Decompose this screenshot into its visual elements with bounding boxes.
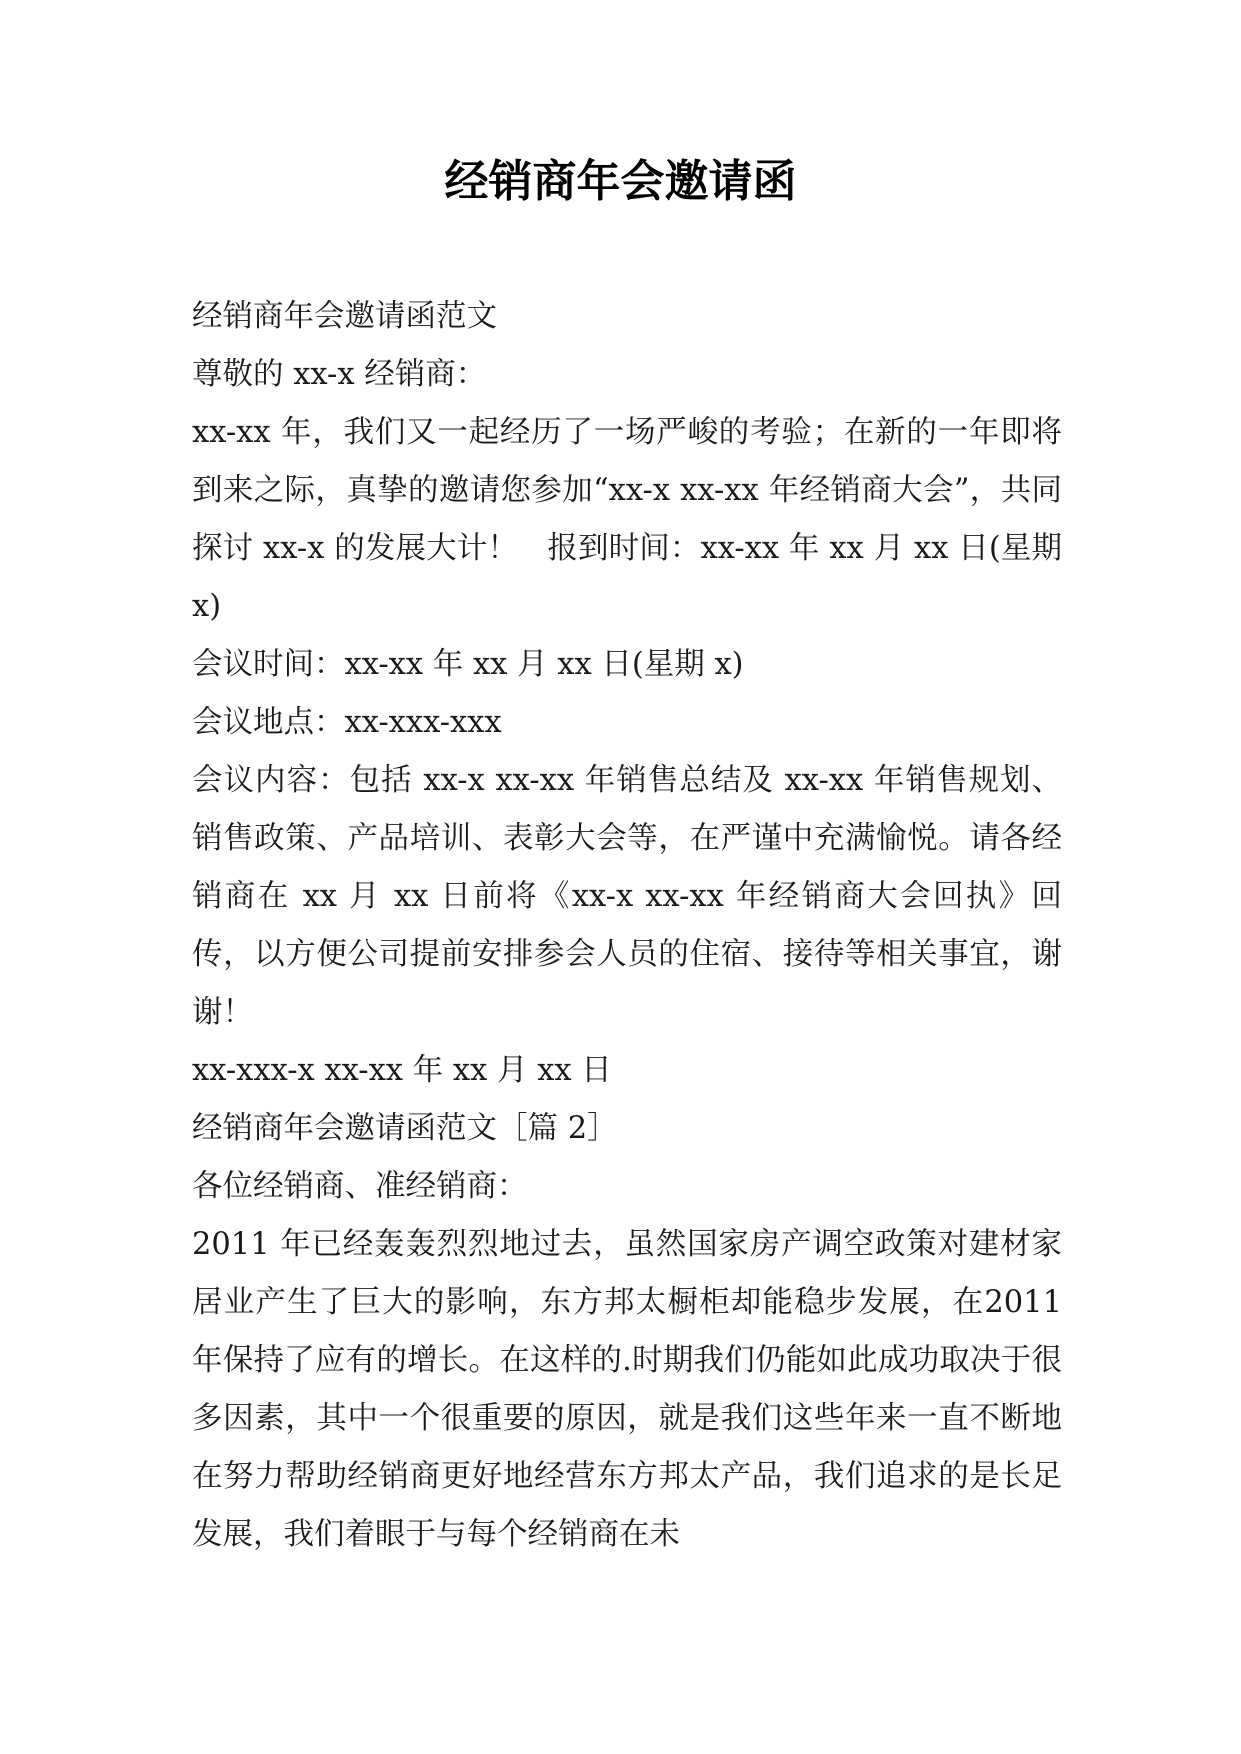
paragraph-heading-2: 经销商年会邀请函范文［篇 2］ [192,1111,618,1146]
paragraph-salutation: 尊敬的 xx-x 经销商： [192,357,487,392]
document-body [192,288,1072,1564]
paragraph-meeting-time: 会议时间：xx-xx 年 xx 月 xx 日(星期 x) [192,647,744,682]
paragraph-meeting-location: 会议地点：xx-xxx-xxx [192,705,502,740]
paragraph-meeting-content: 会议内容：包括 xx-x xx-xx 年销售总结及 xx-xx 年销售规划、销售政策、产品培训、表彰大会等，在严谨中充满愉悦。请各经销商在 xx 月 xx 日前将《xx-x xx-xx 年经销商大会回执》回传，以方便公司提前安排参会人员的住宿、接待等相关事宜，谢谢！ [192,763,1062,1030]
paragraph-heading: 经销商年会邀请函范文 [192,299,497,334]
paragraph-invitation: xx-xx 年，我们又一起经历了一场严峻的考验；在新的一年即将到来之际，真挚的邀请您参加“xx-x xx-xx 年经销商大会”，共同探讨 xx-x 的发展大计！ 报到时间：xx-xx 年 xx 月 xx 日(星期 x) [192,415,1072,624]
paragraph-body-2: 2011 年已经轰轰烈烈地过去，虽然国家房产调空政策对建材家居业产生了巨大的影响，东方邦太橱柜却能稳步发展，在2011 年保持了应有的增长。在这样的.时期我们仍能如此成功取决于很多因素，其中一个很重要的原因，就是我们这些年来一直不断地在努力帮助经销商更好地经营东方邦太产品，我们追求的是长足发展，我们着眼于与每个经销商在未 [192,1227,1072,1552]
document-title: 经销商年会邀请函 [444,156,797,207]
paragraph-salutation-2: 各位经销商、准经销商： [192,1169,528,1204]
paragraph-signature-date: xx-xxx-x xx-xx 年 xx 月 xx 日 [192,1053,612,1088]
